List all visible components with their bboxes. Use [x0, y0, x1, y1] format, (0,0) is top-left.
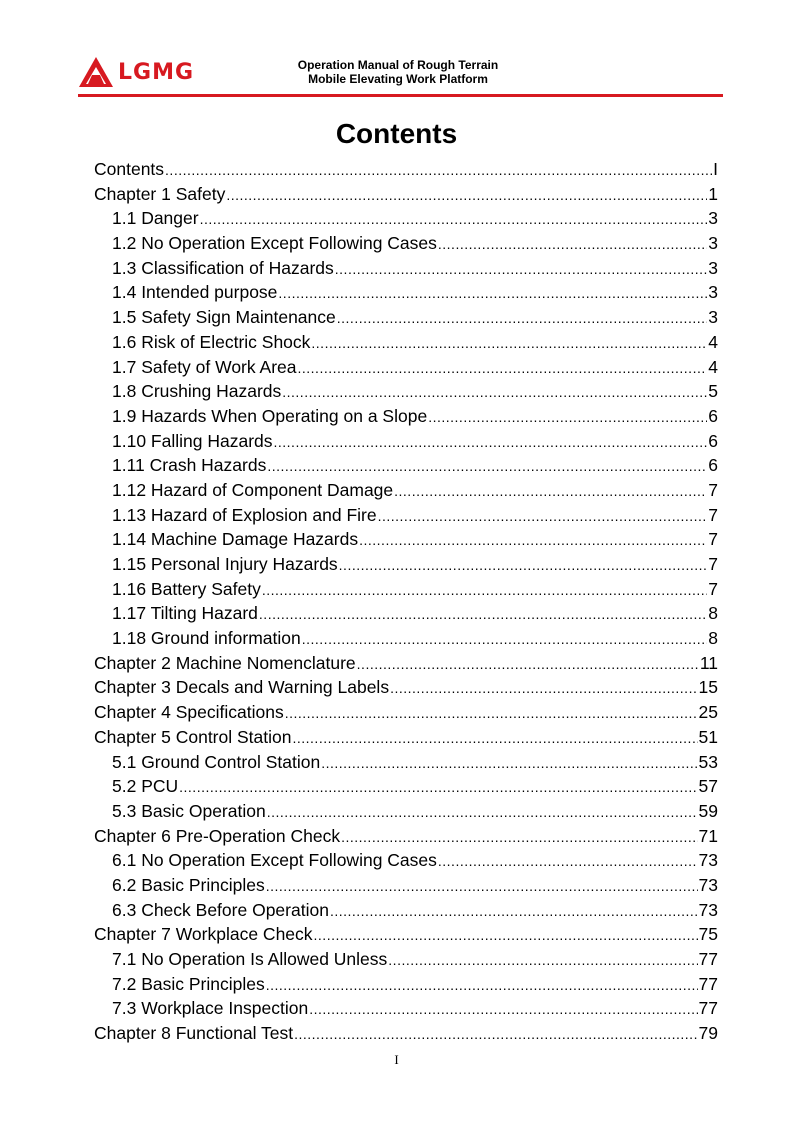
toc-entry[interactable] [94, 700, 718, 725]
toc-dot-leader [267, 454, 707, 479]
toc-entry[interactable] [94, 256, 718, 281]
toc-entry-title: 1.2 No Operation Except Following Cases [112, 233, 437, 254]
toc-entry-page: 5 [708, 381, 718, 402]
toc-entry-page: 77 [698, 949, 718, 969]
toc-dot-leader [357, 652, 699, 677]
toc-entry-title: 1.16 Battery Safety [112, 578, 261, 599]
toc-entry[interactable] [94, 922, 718, 947]
toc-entry-title: 1.10 Falling Hazards [112, 430, 273, 451]
toc-entry-title: 7.1 No Operation Is Allowed Unless [112, 949, 388, 969]
toc-dot-leader [438, 849, 698, 874]
toc-dot-leader [294, 1022, 697, 1047]
page-header [78, 52, 723, 98]
toc-entry-title: 1.6 Risk of Electric Shock [112, 331, 311, 352]
toc-entry-page: 3 [708, 307, 718, 328]
toc-entry-page: 7 [708, 529, 718, 550]
toc-entry[interactable] [94, 182, 718, 207]
toc-entry-title: 5.2 PCU [112, 776, 179, 797]
toc-entry-title: 1.11 Crash Hazards [112, 455, 267, 476]
toc-entry-title: 1.8 Crushing Hazards [112, 381, 282, 402]
toc-dot-leader [298, 356, 708, 381]
toc-entry-page: 6 [708, 430, 718, 451]
toc-dot-leader [321, 751, 697, 776]
toc-dot-leader [309, 997, 697, 1022]
toc-entry-title: 1.3 Classification of Hazards [112, 257, 334, 278]
toc-entry-page: I [713, 159, 718, 179]
toc-entry-title: Contents [94, 159, 165, 179]
toc-entry-title: 1.12 Hazard of Component Damage [112, 479, 394, 500]
toc-entry[interactable] [94, 774, 718, 799]
toc-dot-leader [438, 232, 707, 257]
toc-dot-leader [428, 405, 707, 430]
toc-entry-page: 7 [708, 554, 718, 574]
toc-entry-page: 53 [698, 751, 718, 772]
toc-entry-page: 8 [708, 628, 718, 649]
logo-text: LGMG [118, 59, 195, 85]
header-divider [78, 94, 723, 97]
toc-entry-page: 4 [708, 331, 718, 352]
toc-entry[interactable] [94, 157, 718, 182]
toc-entry-title: 6.3 Check Before Operation [112, 899, 329, 920]
toc-entry-page: 73 [698, 874, 718, 895]
toc-entry-title: 5.1 Ground Control Station [112, 751, 321, 772]
toc-entry[interactable] [94, 280, 718, 305]
toc-dot-leader [390, 676, 697, 701]
toc-entry[interactable] [94, 231, 718, 256]
toc-entry-title: Chapter 5 Control Station [94, 726, 292, 747]
toc-entry-page: 25 [698, 702, 718, 723]
toc-entry-page: 79 [698, 1023, 718, 1044]
toc-entry[interactable] [94, 675, 718, 700]
toc-entry[interactable] [94, 404, 718, 429]
toc-entry[interactable] [94, 898, 718, 923]
lgmg-logo-icon [78, 56, 114, 88]
toc-dot-leader [337, 306, 708, 331]
toc-dot-leader [388, 948, 697, 973]
toc-entry[interactable] [94, 947, 718, 972]
toc-dot-leader [262, 578, 707, 603]
toc-entry-page: 1 [708, 183, 718, 204]
toc-dot-leader [302, 627, 708, 652]
toc-entry-page: 3 [708, 233, 718, 254]
toc-entry-page: 59 [698, 800, 718, 821]
toc-entry-title: 1.1 Danger [112, 208, 199, 229]
toc-dot-leader [359, 528, 707, 553]
toc-entry[interactable] [94, 453, 718, 478]
toc-entry[interactable] [94, 429, 718, 454]
toc-entry-title: Chapter 6 Pre-Operation Check [94, 825, 341, 846]
toc-dot-leader [226, 183, 707, 208]
toc-entry-title: 1.14 Machine Damage Hazards [112, 529, 359, 550]
toc-entry-title: Chapter 8 Functional Test [94, 1023, 294, 1044]
toc-dot-leader [282, 380, 707, 405]
toc-entry-title: Chapter 4 Specifications [94, 702, 284, 723]
toc-dot-leader [278, 281, 707, 306]
toc-entry[interactable] [94, 1021, 718, 1046]
document-title [278, 58, 518, 86]
toc-entry[interactable] [94, 379, 718, 404]
toc-entry-page: 6 [708, 405, 718, 426]
toc-entry-title: 1.5 Safety Sign Maintenance [112, 307, 336, 328]
toc-entry[interactable] [94, 527, 718, 552]
toc-entry[interactable] [94, 601, 718, 626]
toc-entry[interactable] [94, 725, 718, 750]
brand-logo [78, 54, 194, 90]
document-title-line2: Mobile Elevating Work Platform [308, 72, 488, 86]
toc-entry[interactable] [94, 824, 718, 849]
toc-entry[interactable] [94, 577, 718, 602]
toc-entry-title: 1.13 Hazard of Explosion and Fire [112, 504, 377, 525]
toc-entry-title: 6.1 No Operation Except Following Cases [112, 850, 437, 871]
toc-entry-title: 7.2 Basic Principles [112, 973, 265, 994]
toc-entry[interactable] [94, 996, 718, 1021]
toc-entry-page: 3 [708, 208, 718, 229]
toc-entry[interactable] [94, 503, 718, 528]
toc-entry-title: 1.17 Tilting Hazard [112, 603, 258, 624]
toc-entry-page: 57 [698, 776, 718, 797]
toc-entry[interactable] [94, 972, 718, 997]
toc-entry-page: 3 [708, 257, 718, 278]
toc-entry-title: 1.7 Safety of Work Area [112, 356, 297, 377]
page-number: I [394, 1052, 399, 1067]
toc-entry[interactable] [94, 799, 718, 824]
toc-entry-page: 75 [698, 924, 718, 945]
toc-dot-leader [179, 775, 697, 800]
toc-entry-page: 71 [698, 825, 718, 846]
toc-entry-title: 1.18 Ground information [112, 628, 301, 649]
toc-dot-leader [266, 874, 698, 899]
toc-entry-page: 3 [708, 282, 718, 303]
toc-dot-leader [285, 701, 698, 726]
toc-entry[interactable] [94, 206, 718, 231]
toc-dot-leader [259, 602, 707, 627]
toc-dot-leader [266, 973, 698, 998]
toc-entry-page: 11 [699, 652, 718, 673]
toc-entry[interactable] [94, 626, 718, 651]
toc-dot-leader [378, 504, 708, 529]
toc-entry-page: 7 [708, 504, 718, 525]
toc-dot-leader [200, 207, 708, 232]
toc-dot-leader [341, 825, 697, 850]
toc-dot-leader [335, 257, 707, 282]
toc-entry-title: 7.3 Workplace Inspection [112, 998, 309, 1019]
toc-dot-leader [292, 726, 697, 751]
toc-entry[interactable] [94, 330, 718, 355]
toc-dot-leader [314, 923, 698, 948]
toc-entry-page: 73 [698, 899, 718, 920]
toc-entry-page: 7 [708, 479, 718, 500]
toc-entry-title: 1.15 Personal Injury Hazards [112, 554, 338, 574]
page-title: Contents [335, 118, 458, 149]
toc-dot-leader [165, 158, 712, 183]
toc-entry[interactable] [94, 873, 718, 898]
toc-entry-page: 73 [698, 850, 718, 871]
table-of-contents [94, 157, 718, 1046]
toc-dot-leader [274, 430, 708, 455]
toc-entry-title: Chapter 1 Safety [94, 183, 226, 204]
toc-entry[interactable] [94, 355, 718, 380]
toc-entry[interactable] [94, 651, 718, 676]
toc-dot-leader [311, 331, 707, 356]
toc-entry-page: 4 [708, 356, 718, 377]
toc-entry-page: 77 [698, 998, 718, 1019]
toc-entry-title: Chapter 2 Machine Nomenclature [94, 652, 356, 673]
toc-entry[interactable] [94, 750, 718, 775]
toc-entry-page: 15 [698, 677, 718, 698]
toc-entry-page: 77 [698, 973, 718, 994]
toc-entry[interactable] [94, 552, 718, 577]
toc-entry-title: Chapter 3 Decals and Warning Labels [94, 677, 390, 698]
document-title-line1: Operation Manual of Rough Terrain [297, 58, 499, 72]
toc-dot-leader [330, 899, 698, 924]
toc-entry[interactable] [94, 848, 718, 873]
toc-entry-title: 1.9 Hazards When Operating on a Slope [112, 405, 428, 426]
toc-entry[interactable] [94, 478, 718, 503]
toc-entry-page: 7 [708, 578, 718, 599]
toc-entry-page: 51 [698, 726, 718, 747]
toc-entry-page: 8 [708, 603, 718, 624]
toc-entry-title: 1.4 Intended purpose [112, 282, 278, 303]
toc-dot-leader [339, 553, 708, 578]
toc-entry[interactable] [94, 305, 718, 330]
toc-entry-page: 6 [708, 455, 718, 476]
toc-dot-leader [267, 800, 698, 825]
toc-entry-title: 6.2 Basic Principles [112, 874, 265, 895]
toc-dot-leader [394, 479, 707, 504]
toc-entry-title: 5.3 Basic Operation [112, 800, 266, 821]
toc-entry-title: Chapter 7 Workplace Check [94, 924, 313, 945]
